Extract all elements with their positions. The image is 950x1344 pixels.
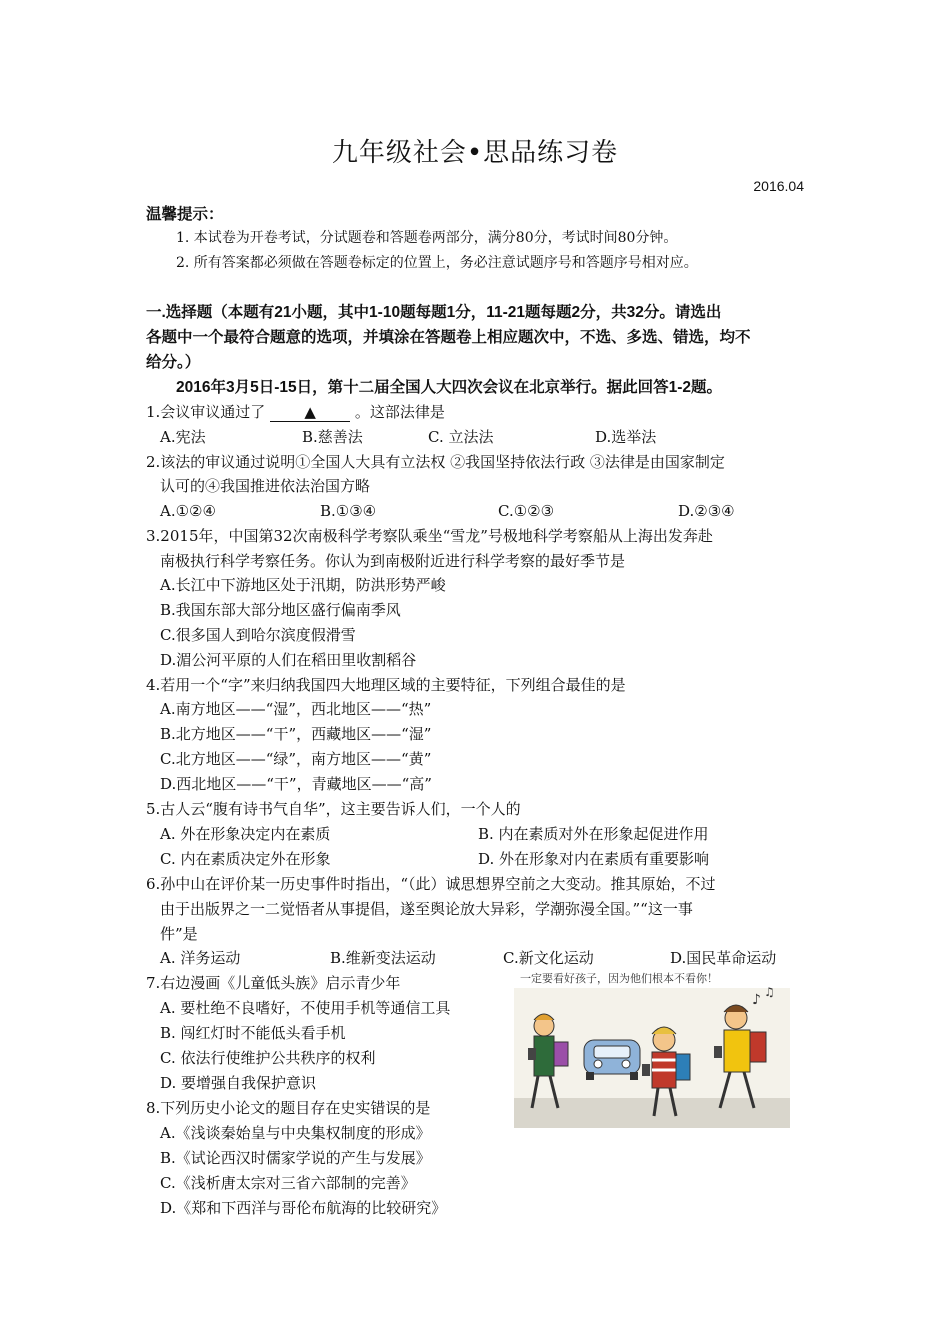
option: C.《浅析唐太宗对三省六部制的完善》 bbox=[160, 1174, 416, 1192]
option: A.①②④ bbox=[160, 502, 216, 520]
option: D.国民革命运动 bbox=[670, 949, 777, 967]
page-title: 九年级社会•思品练习卷 bbox=[331, 138, 619, 168]
option: A.《浅谈秦始皇与中央集权制度的形成》 bbox=[160, 1124, 431, 1142]
option: D. 要增强自我保护意识 bbox=[160, 1074, 317, 1092]
option: A.南方地区——“湿”，西北地区——“热” bbox=[160, 700, 432, 718]
option: B.《试论西汉时儒家学说的产生与发展》 bbox=[160, 1149, 431, 1167]
option: C. 依法行使维护公共秩序的权利 bbox=[160, 1049, 376, 1067]
option: D.②③④ bbox=[678, 502, 735, 520]
option: A. 洋务运动 bbox=[160, 949, 241, 967]
tip-item: 1. 本试卷为开卷考试，分试题卷和答题卷两部分，满分80分，考试时间80分钟。 bbox=[176, 230, 678, 246]
option: B.维新变法运动 bbox=[330, 949, 436, 967]
option: A. 要杜绝不良嗜好，不使用手机等通信工具 bbox=[160, 999, 451, 1017]
section-context: 2016年3月5日-15日，第十二届全国人大四次会议在北京举行。据此回答1-2题。 bbox=[176, 379, 723, 396]
option: C. 立法法 bbox=[428, 428, 494, 446]
cartoon-image bbox=[514, 968, 790, 1128]
question-2-stem: 2.该法的审议通过说明①全国人大具有立法权 ②我国坚持依法行政 ③法律是由国家制定 bbox=[146, 453, 725, 471]
question-6-stem-cont: 由于出版界之一二觉悟者从事提倡，遂至舆论放大异彩，学潮弥漫全国。”“这一事 bbox=[160, 900, 693, 918]
option: B.慈善法 bbox=[302, 428, 363, 446]
option: C.新文化运动 bbox=[503, 949, 594, 967]
question-4-stem: 4.若用一个“字”来归纳我国四大地理区域的主要特征，下列组合最佳的是 bbox=[146, 676, 626, 694]
question-6-stem: 6.孙中山在评价某一历史事件时指出，“（此）诚思想界空前之大变动。推其原始，不过 bbox=[146, 875, 716, 893]
option: A. 外在形象决定内在素质 bbox=[160, 825, 331, 843]
option: C.①②③ bbox=[498, 502, 555, 520]
option: B.北方地区——“干”，西藏地区——“湿” bbox=[160, 725, 432, 743]
option: C. 内在素质决定外在形象 bbox=[160, 850, 331, 868]
option: D.西北地区——“干”，青藏地区——“高” bbox=[160, 775, 432, 793]
option: D. 外在形象对内在素质有重要影响 bbox=[478, 850, 710, 868]
tip-item: 2. 所有答案都必须做在答题卷标定的位置上，务必注意试题序号和答题序号相对应。 bbox=[176, 255, 698, 271]
option: C.很多国人到哈尔滨度假滑雪 bbox=[160, 626, 356, 644]
question-8-stem: 8.下列历史小论文的题目存在史实错误的是 bbox=[146, 1099, 431, 1117]
q1-stem-a: 1.会议审议通过了 bbox=[146, 403, 266, 421]
option: D.湄公河平原的人们在稻田里收割稻谷 bbox=[160, 651, 417, 669]
cartoon-illustration bbox=[514, 968, 790, 1128]
question-1-stem bbox=[146, 400, 445, 424]
option: B. 内在素质对外在形象起促进作用 bbox=[478, 825, 709, 843]
svg-text:♪: ♪ bbox=[752, 992, 761, 1008]
option: C.北方地区——“绿”，南方地区——“黄” bbox=[160, 750, 432, 768]
question-3-stem: 3.2015年，中国第32次南极科学考察队乘坐“雪龙”号极地科学考察船从上海出发奔赴 bbox=[146, 527, 713, 545]
option: D.《郑和下西洋与哥伦布航海的比较研究》 bbox=[160, 1199, 447, 1217]
question-6-stem-cont: 件”是 bbox=[160, 925, 198, 943]
tips-heading: 温馨提示： bbox=[146, 206, 224, 223]
car-icon bbox=[584, 1040, 640, 1080]
option: D.选举法 bbox=[595, 428, 657, 446]
question-3-stem-cont: 南极执行科学考察任务。你认为到南极附近进行科学考察的最好季节是 bbox=[160, 552, 626, 570]
exam-date: 2016.04 bbox=[753, 178, 804, 194]
question-5-stem: 5.古人云“腹有诗书气自华”，这主要告诉人们，一个人的 bbox=[146, 800, 521, 818]
section-heading-line: 各题中一个最符合题意的选项，并填涂在答题卷上相应题次中，不选、多选、错选，均不 bbox=[146, 329, 751, 346]
section-heading-line: 一.选择题（本题有21小题，其中1-10题每题1分，11-21题每题2分，共32分。请选出 bbox=[146, 304, 722, 321]
option: A.宪法 bbox=[160, 428, 206, 446]
option: B.我国东部大部分地区盛行偏南季风 bbox=[160, 601, 401, 619]
question-7-stem: 7.右边漫画《儿童低头族》启示青少年 bbox=[146, 974, 401, 992]
cartoon-caption: 一定要看好孩子，因为他们根本不看你！ bbox=[520, 972, 718, 985]
section-heading-line: 给分。） bbox=[146, 354, 201, 371]
q1-stem-b: 。这部法律是 bbox=[354, 403, 445, 421]
option: B. 闯红灯时不能低头看手机 bbox=[160, 1024, 346, 1042]
option: B.①③④ bbox=[320, 502, 377, 520]
option: A.长江中下游地区处于汛期，防洪形势严峻 bbox=[160, 576, 446, 594]
question-2-stem-cont: 认可的④我国推进依法治国方略 bbox=[160, 477, 371, 495]
svg-text:♫: ♫ bbox=[764, 985, 775, 999]
answer-blank: ▲ bbox=[270, 403, 350, 422]
